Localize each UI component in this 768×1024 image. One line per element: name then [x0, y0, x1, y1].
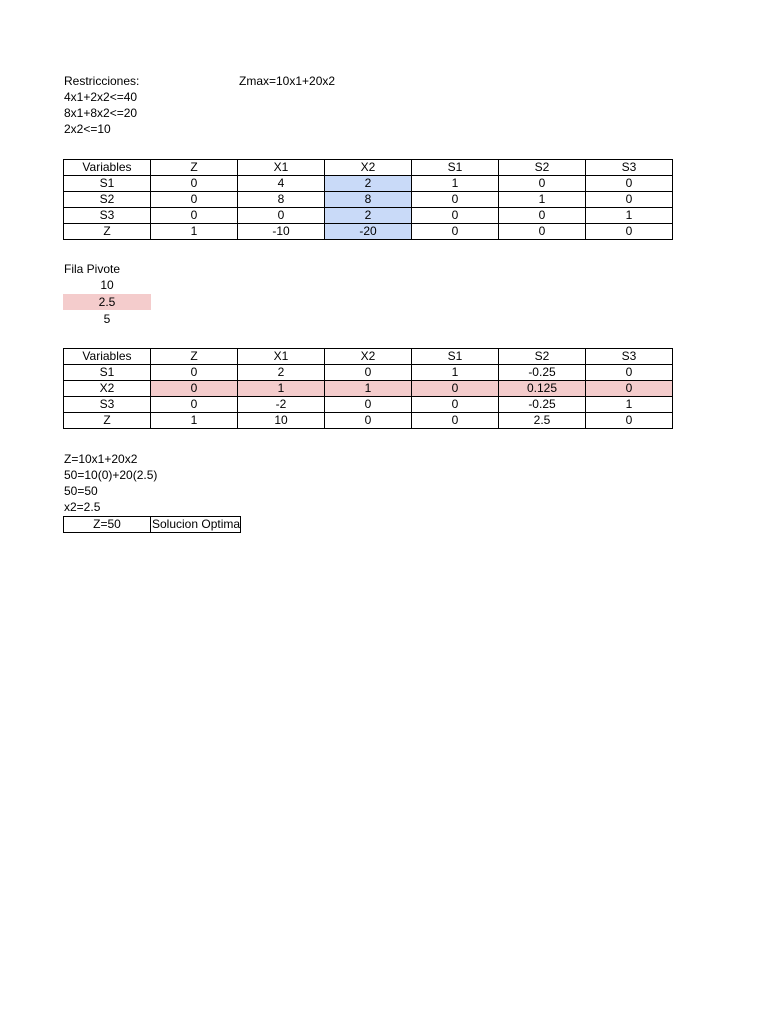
table-cell: 0 — [586, 413, 673, 429]
restriction-2: 8x1+8x2<=20 — [64, 106, 138, 120]
pivot-ratio-selected: 2.5 — [63, 294, 151, 310]
header-cell: Z — [151, 160, 238, 176]
table-cell: -0.25 — [499, 365, 586, 381]
objective-function: Zmax=10x1+20x2 — [239, 74, 336, 88]
pivot-column-cell: -20 — [325, 224, 412, 240]
table-cell: 1 — [151, 413, 238, 429]
optimal-label: Solucion Optima — [152, 517, 241, 531]
table-row — [64, 397, 673, 413]
table-cell: S3 — [64, 208, 151, 224]
table-cell: Z — [64, 224, 151, 240]
pivot-row-cell: 0 — [586, 381, 673, 397]
table-cell: 1 — [412, 176, 499, 192]
table-cell: 0 — [586, 224, 673, 240]
table-cell: 0 — [325, 413, 412, 429]
table-cell: 4 — [238, 176, 325, 192]
table-header-row — [64, 349, 673, 365]
table-cell: 0 — [586, 365, 673, 381]
pivot-column-cell: 2 — [325, 176, 412, 192]
optimal-solution-box — [63, 516, 241, 533]
pivot-row-cell: 1 — [325, 381, 412, 397]
table-row — [64, 208, 673, 224]
table-cell: 1 — [586, 208, 673, 224]
restriction-1: 4x1+2x2<=40 — [64, 90, 138, 104]
pivot-row-cell: 0 — [412, 381, 499, 397]
restriction-3: 2x2<=10 — [64, 122, 111, 136]
header-cell: S3 — [586, 160, 673, 176]
solution-line: x2=2.5 — [64, 500, 101, 514]
table-cell: Z — [64, 413, 151, 429]
table-row — [64, 192, 673, 208]
header-cell: Variables — [64, 160, 151, 176]
table-cell: 0 — [499, 224, 586, 240]
header-cell: X2 — [325, 349, 412, 365]
header-cell: S1 — [412, 349, 499, 365]
table-cell: 0 — [412, 208, 499, 224]
solution-line: 50=50 — [64, 484, 98, 498]
table-cell: 1 — [151, 224, 238, 240]
optimal-value: Z=50 — [64, 517, 151, 533]
pivot-column-cell: 8 — [325, 192, 412, 208]
table-cell: 0 — [151, 176, 238, 192]
table-cell: -0.25 — [499, 397, 586, 413]
table-cell: 8 — [238, 192, 325, 208]
table-row — [64, 176, 673, 192]
header-cell: X1 — [238, 160, 325, 176]
header-cell: S3 — [586, 349, 673, 365]
table-cell: 0 — [412, 397, 499, 413]
table-cell: 0 — [412, 224, 499, 240]
table-cell: 0 — [412, 192, 499, 208]
table-row — [64, 381, 673, 397]
table-cell: 10 — [238, 413, 325, 429]
table-cell: 0 — [586, 176, 673, 192]
header-cell: S2 — [499, 349, 586, 365]
table-cell: -2 — [238, 397, 325, 413]
table-cell: S1 — [64, 365, 151, 381]
header-cell: S2 — [499, 160, 586, 176]
table-cell: S2 — [64, 192, 151, 208]
table-cell: S1 — [64, 176, 151, 192]
header-cell: X1 — [238, 349, 325, 365]
table-cell: 0 — [151, 365, 238, 381]
pivot-row-cell: 1 — [238, 381, 325, 397]
table-cell: 1 — [499, 192, 586, 208]
table-cell: 0 — [151, 208, 238, 224]
table-cell: 0 — [238, 208, 325, 224]
table-header-row — [64, 160, 673, 176]
pivot-row-cell: 0.125 — [499, 381, 586, 397]
table-row — [64, 365, 673, 381]
solution-line: Z=10x1+20x2 — [64, 452, 138, 466]
table-cell: 1 — [586, 397, 673, 413]
header-cell: X2 — [325, 160, 412, 176]
pivot-ratio: 10 — [100, 278, 114, 292]
table-cell: S3 — [64, 397, 151, 413]
table-cell: 0 — [151, 397, 238, 413]
table-cell: 0 — [412, 413, 499, 429]
simplex-table-initial — [63, 159, 673, 240]
pivot-ratio: 5 — [103, 312, 111, 326]
table-row — [64, 224, 673, 240]
restrictions-title: Restricciones: — [64, 74, 140, 88]
table-cell: 0 — [586, 192, 673, 208]
pivot-column-cell: 2 — [325, 208, 412, 224]
table-cell: 0 — [325, 397, 412, 413]
header-cell: Variables — [64, 349, 151, 365]
pivot-row-cell: 0 — [151, 381, 238, 397]
table-cell: 0 — [151, 192, 238, 208]
header-cell: Z — [151, 349, 238, 365]
table-row — [64, 413, 673, 429]
table-cell: X2 — [64, 381, 151, 397]
pivot-title: Fila Pivote — [64, 262, 121, 276]
table-cell: 0 — [325, 365, 412, 381]
table-cell: 2 — [238, 365, 325, 381]
simplex-table-iteration — [63, 348, 673, 429]
table-cell: 1 — [412, 365, 499, 381]
table-cell: 0 — [499, 208, 586, 224]
header-cell: S1 — [412, 160, 499, 176]
table-row — [64, 517, 241, 533]
table-cell: 2.5 — [499, 413, 586, 429]
table-cell: 0 — [499, 176, 586, 192]
table-cell: -10 — [238, 224, 325, 240]
solution-line: 50=10(0)+20(2.5) — [64, 468, 158, 482]
